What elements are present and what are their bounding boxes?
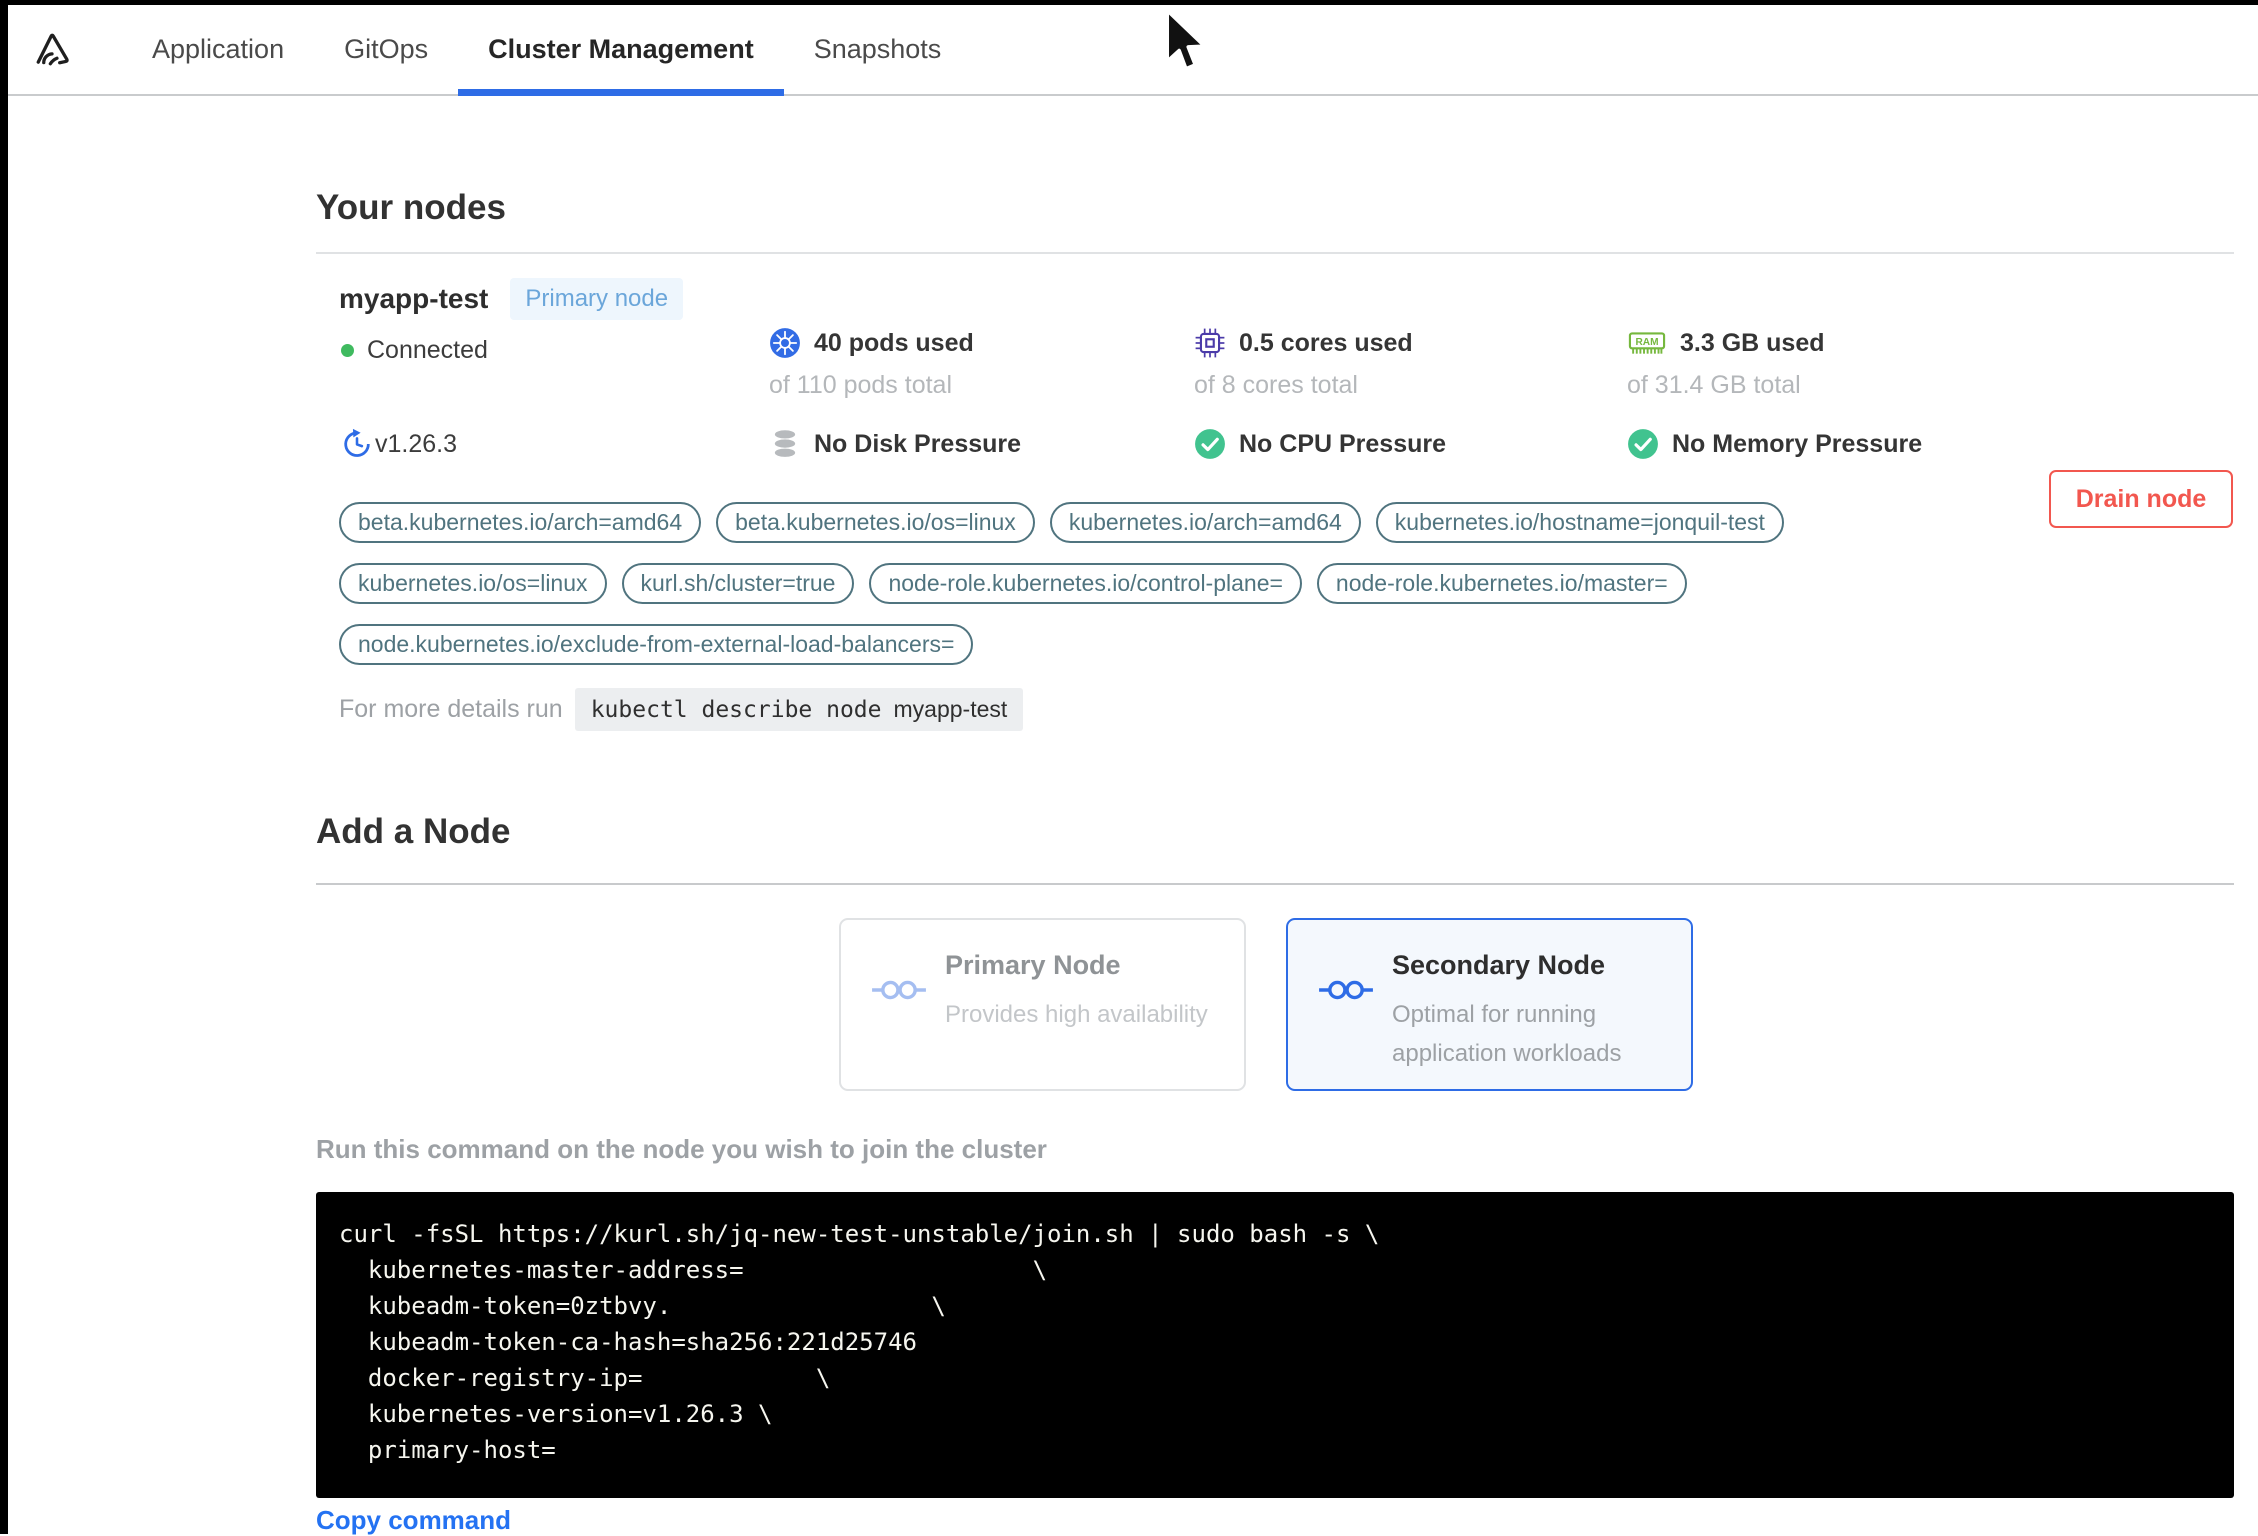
svg-text:RAM: RAM xyxy=(1635,337,1659,349)
node-link-icon xyxy=(1318,976,1374,1004)
node-details-hint xyxy=(339,688,1023,731)
node-label-pill: kubernetes.io/arch=amd64 xyxy=(1050,502,1361,543)
check-circle-icon xyxy=(1194,428,1226,460)
cores-used-value: 0.5 cores used xyxy=(1239,328,1413,357)
details-prefix: For more details run xyxy=(339,695,563,723)
nav-tabs xyxy=(122,5,971,94)
memory-total-value: of 31.4 GB total xyxy=(1627,371,1801,399)
memory-pressure-condition xyxy=(1627,428,1922,460)
connected-dot-icon xyxy=(341,344,354,357)
pods-total-value: of 110 pods total xyxy=(769,371,953,399)
tab-snapshots[interactable]: Snapshots xyxy=(813,34,942,64)
node-version-label: v1.26.3 xyxy=(375,429,458,458)
terminal-line: kubernetes-master-address= \ xyxy=(339,1256,1048,1284)
disk-pressure-label: No Disk Pressure xyxy=(814,429,1022,458)
add-node-title: Add a Node xyxy=(316,812,511,851)
node-label-pill: node.kubernetes.io/exclude-from-external-load-balancers= xyxy=(339,624,973,665)
ram-icon xyxy=(1627,327,1667,359)
primary-node-option-subtitle: Provides high availability xyxy=(945,1001,1208,1028)
terminal-line: docker-registry-ip= \ xyxy=(339,1364,831,1392)
tab-cluster-management[interactable]: Cluster Management xyxy=(458,5,784,94)
cpu-chip-icon xyxy=(1194,327,1226,359)
memory-pressure-label: No Memory Pressure xyxy=(1672,429,1923,458)
pods-stat xyxy=(769,327,974,400)
memory-stat xyxy=(1627,327,1825,400)
your-nodes-divider xyxy=(316,252,2234,254)
terminal-line: kubeadm-token=0ztbvy. \ xyxy=(339,1292,946,1320)
version-update-icon xyxy=(341,428,373,460)
secondary-node-option-title: Secondary Node xyxy=(1392,950,1606,980)
node-name: myapp-test xyxy=(339,283,489,314)
cores-total-value: of 8 cores total xyxy=(1194,371,1358,399)
cores-stat xyxy=(1194,327,1413,400)
window-edge-left xyxy=(0,0,8,1534)
kubectl-node-arg: myapp-test xyxy=(893,696,1008,722)
node-label-pill: kubernetes.io/os=linux xyxy=(339,563,607,604)
kubectl-describe-chip xyxy=(575,688,1024,731)
node-labels xyxy=(339,502,1899,665)
node-label-pill: kurl.sh/cluster=true xyxy=(622,563,855,604)
replicated-logo-icon[interactable] xyxy=(30,28,74,72)
primary-node-option-title: Primary Node xyxy=(945,950,1121,980)
secondary-node-option-subtitle: Optimal for running application workloads xyxy=(1392,1001,1622,1067)
node-label-pill: kubernetes.io/hostname=jonquil-test xyxy=(1376,502,1784,543)
disk-database-icon xyxy=(769,428,801,460)
tab-application[interactable]: Application xyxy=(152,34,285,64)
memory-used-value: 3.3 GB used xyxy=(1680,328,1825,357)
kubernetes-pods-icon xyxy=(769,327,801,359)
drain-node-button[interactable]: Drain node xyxy=(2049,470,2233,528)
primary-node-badge: Primary node xyxy=(510,278,683,320)
node-label-pill: node-role.kubernetes.io/master= xyxy=(1317,563,1687,604)
join-command-terminal xyxy=(316,1192,2234,1498)
top-nav xyxy=(8,5,2258,96)
node-status xyxy=(341,336,488,365)
terminal-line: kubernetes-version=v1.26.3 \ xyxy=(339,1400,773,1428)
terminal-line: primary-host= xyxy=(339,1436,556,1464)
node-label-pill: beta.kubernetes.io/os=linux xyxy=(716,502,1035,543)
terminal-line: curl -fsSL https://kurl.sh/jq-new-test-unstable/join.sh | sudo bash -s \ xyxy=(339,1220,1380,1248)
tab-gitops[interactable]: GitOps xyxy=(344,34,429,64)
cpu-pressure-condition xyxy=(1194,428,1446,460)
copy-command-link[interactable]: Copy command xyxy=(316,1505,512,1535)
secondary-node-option-card[interactable] xyxy=(1286,918,1693,1091)
disk-pressure-condition xyxy=(769,428,1021,460)
join-command-hint: Run this command on the node you wish to join the cluster xyxy=(316,1134,1047,1164)
primary-node-option-card xyxy=(839,918,1246,1091)
node-label-pill: node-role.kubernetes.io/control-plane= xyxy=(869,563,1301,604)
terminal-line: kubeadm-token-ca-hash=sha256:221d25746 xyxy=(339,1328,917,1356)
node-label-pill: beta.kubernetes.io/arch=amd64 xyxy=(339,502,701,543)
node-link-icon xyxy=(871,976,927,1004)
check-circle-icon xyxy=(1627,428,1659,460)
your-nodes-title: Your nodes xyxy=(316,188,506,227)
kubectl-command: kubectl describe node xyxy=(590,697,882,723)
node-card xyxy=(316,270,2234,750)
cpu-pressure-label: No CPU Pressure xyxy=(1239,429,1447,458)
pods-used-value: 40 pods used xyxy=(814,328,974,357)
add-node-divider xyxy=(316,883,2234,885)
node-version xyxy=(341,428,457,460)
window-edge-top xyxy=(0,0,2258,5)
node-status-label: Connected xyxy=(367,336,488,364)
